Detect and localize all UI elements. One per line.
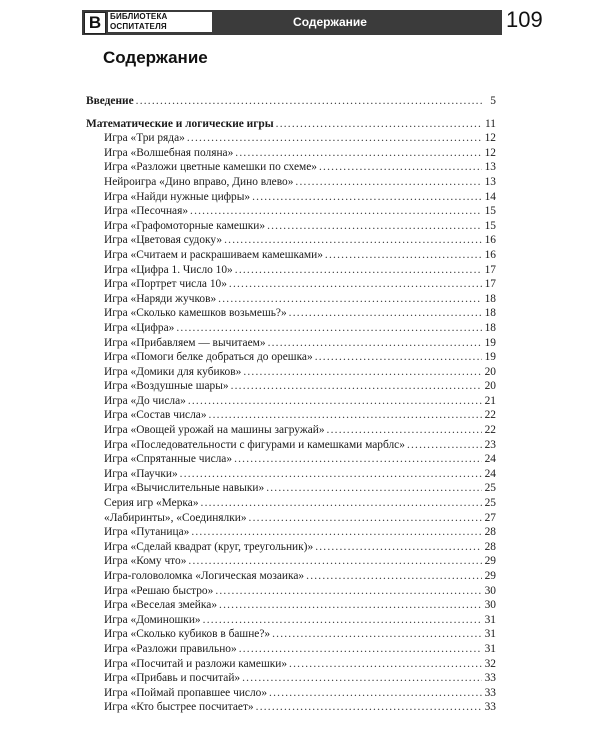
dot-leader [249, 511, 482, 526]
toc-entry[interactable] [86, 657, 496, 672]
toc-entry-title: Игра «Кто быстрее посчитает» [104, 701, 254, 714]
toc-entry-title: Игра «Портрет числа 10» [104, 278, 227, 291]
toc-section-entry[interactable] [86, 94, 496, 109]
toc-entry[interactable] [86, 671, 496, 686]
dot-leader [315, 350, 482, 365]
toc-entry-page: 28 [484, 540, 496, 553]
toc-entry-page: 17 [484, 263, 496, 276]
toc-entry-page: 28 [484, 526, 496, 539]
toc-entry-page: 16 [484, 248, 496, 261]
toc-entry-page: 29 [484, 570, 496, 582]
toc-entry[interactable] [86, 204, 496, 219]
toc-entry[interactable] [86, 686, 496, 701]
toc-entry-title: Серия игр «Мерка» [104, 497, 199, 510]
toc-entry[interactable] [86, 175, 496, 190]
dot-leader [242, 671, 482, 686]
dot-leader [276, 117, 482, 132]
toc-entry-title: Игра «Сделай квадрат (круг, треугольник)» [104, 540, 314, 553]
page-title: Содержание [103, 48, 208, 67]
toc-entry[interactable] [86, 598, 496, 613]
toc-entry[interactable] [86, 496, 496, 511]
toc-entry-page: 14 [484, 190, 496, 203]
toc-entry[interactable] [86, 438, 496, 453]
toc-entry-title: Игра «Последовательности с фигурами и камешками марблс» [104, 438, 405, 451]
section-gap [86, 109, 496, 117]
toc-entry-title: Игра «Цифра 1. Число 10» [104, 263, 233, 276]
toc-entry-title: Игра «Воздушные шары» [104, 380, 229, 393]
toc-entry[interactable] [86, 277, 496, 292]
toc-entry-page: 33 [484, 672, 496, 685]
toc-entry-page: 29 [484, 555, 496, 568]
toc-entry-title: Игра «Решаю быстро» [104, 584, 214, 597]
series-name-line-2: ОСПИТАТЕЛЯ [110, 22, 167, 31]
dot-leader [327, 423, 482, 438]
toc-entry-page: 31 [484, 628, 496, 641]
toc-entry-title: Игра «Цветовая судоку» [104, 234, 223, 247]
toc-entry[interactable] [86, 613, 496, 628]
toc-entry[interactable] [86, 321, 496, 336]
dot-leader [256, 700, 482, 715]
toc-entry-title: Нейроигра «Дино вправо, Дино влево» [104, 175, 294, 188]
toc-entry-title: Игра «Состав числа» [104, 409, 207, 422]
dot-leader [188, 554, 482, 569]
toc-entry-title: Игра «Три ряда» [104, 132, 185, 145]
toc-entry-title: Игра «До числа» [104, 394, 186, 407]
toc-entry[interactable] [86, 365, 496, 380]
toc-entry-title: Игра «Найди нужные цифры» [104, 190, 251, 203]
toc-entry[interactable] [86, 394, 496, 409]
dot-leader [209, 408, 482, 423]
toc-entry-page: 25 [484, 497, 496, 510]
toc-entry-title: Игра «Доминошки» [104, 613, 201, 626]
table-of-contents [86, 94, 496, 715]
toc-entry[interactable] [86, 423, 496, 438]
toc-entry-title: Игра «Волшебная поляна» [104, 146, 234, 159]
toc-entry-title: Игра «Песочная» [104, 205, 189, 218]
dot-leader [235, 146, 482, 161]
toc-entry-title: Игра «Посчитай и разложи камешки» [104, 657, 288, 670]
toc-entry-title: Игра «Прибавь и посчитай» [104, 672, 241, 685]
toc-entry[interactable] [86, 481, 496, 496]
dot-leader [267, 219, 482, 234]
dot-leader [219, 598, 482, 613]
toc-entry-page: 23 [484, 438, 496, 451]
toc-entry-page: 16 [484, 234, 496, 247]
dot-leader [235, 263, 482, 278]
toc-entry-title: Игра «Прибавляем — вычитаем» [104, 336, 266, 349]
toc-entry[interactable] [86, 306, 496, 321]
toc-entry-page: 33 [484, 686, 496, 699]
dot-leader [315, 540, 482, 555]
toc-entry-title: Игра «Графомоторные камешки» [104, 219, 266, 232]
toc-section-entry[interactable] [86, 117, 496, 132]
toc-entry-title: Игра «Разложи правильно» [104, 642, 237, 655]
toc-entry-page: 18 [484, 292, 496, 305]
toc-entry-title: Игра «Домики для кубиков» [104, 365, 242, 378]
series-name-line-1: БИБЛИОТЕКА [110, 12, 168, 21]
toc-entry-page: 5 [490, 95, 496, 107]
toc-entry-title: Игра «Кому что» [104, 555, 187, 568]
dot-leader [319, 160, 482, 175]
dot-leader [187, 131, 482, 146]
toc-entry[interactable] [86, 540, 496, 555]
toc-entry[interactable] [86, 408, 496, 423]
dot-leader [266, 481, 482, 496]
toc-entry-page: 24 [484, 467, 496, 480]
dot-leader [136, 94, 482, 109]
toc-entry[interactable] [86, 467, 496, 482]
toc-entry[interactable] [86, 160, 496, 175]
toc-entry[interactable] [86, 379, 496, 394]
dot-leader [203, 613, 482, 628]
dot-leader [215, 584, 482, 599]
dot-leader [201, 496, 482, 511]
toc-entry-page: 25 [484, 482, 496, 495]
toc-entry-page: 31 [484, 613, 496, 626]
dot-leader [289, 657, 482, 672]
toc-entry-title: «Лабиринты», «Соединялки» [104, 511, 247, 524]
toc-entry-title: Игра «Вычислительные навыки» [104, 482, 265, 495]
toc-entry-title: Игра «Веселая змейка» [104, 599, 218, 612]
toc-entry[interactable] [86, 263, 496, 278]
toc-entry-page: 15 [484, 219, 496, 232]
toc-entry-title: Введение [86, 95, 134, 107]
toc-entry-page: 19 [484, 351, 496, 364]
toc-entry-title: Игра «Наряди жучков» [104, 292, 217, 305]
dot-leader [218, 292, 482, 307]
toc-entry-page: 24 [484, 453, 496, 466]
toc-entry-page: 12 [484, 146, 496, 159]
toc-entry-title: Игра «Считаем и раскрашиваем камешками» [104, 248, 323, 261]
toc-entry-page: 13 [484, 175, 496, 188]
toc-entry-page: 22 [484, 424, 496, 437]
toc-entry[interactable] [86, 627, 496, 642]
toc-entry-title: Игра «Помоги белке добраться до орешка» [104, 351, 313, 364]
toc-entry[interactable] [86, 350, 496, 365]
toc-entry-page: 32 [484, 657, 496, 670]
toc-entry-title: Игра «Сколько камешков возьмешь?» [104, 307, 287, 320]
dot-leader [295, 175, 482, 190]
toc-entry-page: 30 [484, 599, 496, 612]
dot-leader [224, 233, 482, 248]
toc-entry-page: 22 [484, 409, 496, 422]
series-logo: В [84, 12, 106, 34]
toc-entry-page: 18 [484, 307, 496, 320]
toc-entry-page: 12 [484, 132, 496, 145]
toc-entry-title: Игра «Цифра» [104, 321, 175, 334]
toc-entry-page: 30 [484, 584, 496, 597]
toc-entry-title: Игра «Овощей урожай на машины загружай» [104, 424, 325, 437]
toc-entry[interactable] [86, 146, 496, 161]
toc-entry[interactable] [86, 511, 496, 526]
dot-leader [306, 569, 482, 584]
toc-entry[interactable] [86, 554, 496, 569]
dot-leader [229, 277, 482, 292]
dot-leader [188, 394, 482, 409]
toc-entry[interactable] [86, 584, 496, 599]
toc-entry-title: Игра «Спрятанные числа» [104, 453, 233, 466]
toc-entry[interactable] [86, 642, 496, 657]
toc-entry-title: Игра «Поймай пропавшее число» [104, 686, 268, 699]
toc-entry[interactable] [86, 219, 496, 234]
dot-leader [272, 627, 482, 642]
page-number: 109 [506, 7, 543, 32]
toc-entry[interactable] [86, 292, 496, 307]
dot-leader [239, 642, 482, 657]
dot-leader [407, 438, 482, 453]
running-header-title: Содержание [293, 15, 367, 29]
toc-entry-title: Математические и логические игры [86, 117, 274, 130]
toc-entry-page: 21 [484, 394, 496, 407]
toc-entry-page: 18 [484, 321, 496, 334]
toc-entry[interactable] [86, 131, 496, 146]
dot-leader [180, 467, 482, 482]
toc-entry-page: 11 [485, 117, 496, 130]
series-name [108, 12, 212, 32]
toc-entry-page: 20 [484, 365, 496, 378]
toc-entry[interactable] [86, 248, 496, 263]
dot-leader [191, 525, 482, 540]
toc-entry[interactable] [86, 336, 496, 351]
dot-leader [234, 452, 482, 467]
toc-entry-page: 31 [484, 642, 496, 655]
toc-entry[interactable] [86, 190, 496, 205]
dot-leader [252, 190, 482, 205]
toc-entry[interactable] [86, 569, 496, 584]
toc-entry-title: Игра-головоломка «Логическая мозаика» [104, 570, 305, 582]
toc-entry[interactable] [86, 700, 496, 715]
toc-entry-page: 27 [484, 511, 496, 524]
toc-entry-title: Игра «Паучки» [104, 467, 178, 480]
dot-leader [325, 248, 482, 263]
toc-entry-page: 20 [484, 380, 496, 393]
toc-entry-title: Игра «Сколько кубиков в башне?» [104, 628, 271, 641]
toc-entry-page: 19 [484, 336, 496, 349]
toc-entry-page: 17 [484, 278, 496, 291]
dot-leader [231, 379, 482, 394]
toc-entry[interactable] [86, 233, 496, 248]
toc-entry-page: 13 [484, 161, 496, 174]
dot-leader [268, 336, 482, 351]
toc-entry[interactable] [86, 525, 496, 540]
toc-entry-title: Игра «Разложи цветные камешки по схеме» [104, 161, 317, 174]
dot-leader [269, 686, 482, 701]
toc-entry-page: 33 [484, 701, 496, 714]
toc-entry-page: 15 [484, 205, 496, 218]
dot-leader [176, 321, 482, 336]
dot-leader [190, 204, 482, 219]
dot-leader [289, 306, 482, 321]
toc-entry[interactable] [86, 452, 496, 467]
toc-entry-title: Игра «Путаница» [104, 526, 190, 539]
dot-leader [243, 365, 482, 380]
